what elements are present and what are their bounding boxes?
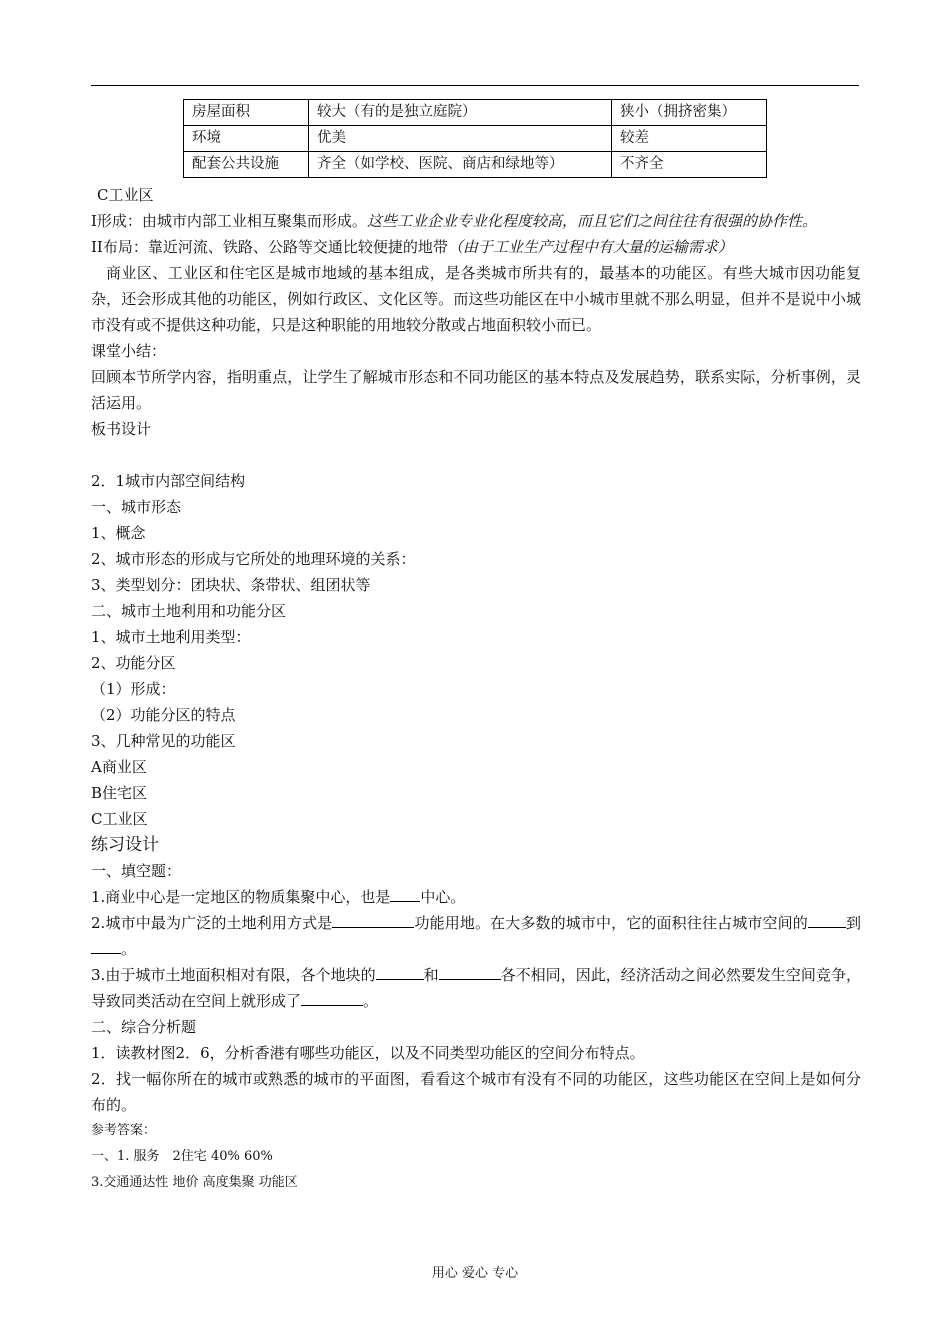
board-line: B住宅区	[91, 784, 148, 802]
question-text: 1.商业中心是一定地区的物质集聚中心，也是	[91, 888, 391, 906]
layout-italic: （由于工业生产过程中有大量的运输需求）	[447, 238, 733, 256]
board-line: 1、概念	[91, 524, 146, 542]
table-cell: 较大（有的是独立庭院）	[309, 100, 612, 126]
board-line: 2．1城市内部空间结构	[91, 472, 246, 490]
board-line: （1）形成：	[91, 680, 176, 698]
layout-paragraph	[91, 234, 861, 260]
answer-blank	[439, 963, 501, 980]
board-line: 1、城市土地利用类型：	[91, 628, 251, 646]
question-text: 到	[845, 914, 861, 932]
page-footer: 用心 爱心 专心	[431, 1266, 519, 1281]
formation-paragraph	[91, 208, 861, 234]
answer-blank	[332, 911, 414, 928]
analysis-question-1: 1．读教材图2．6，分析香港有哪些功能区，以及不同类型功能区的空间分布特点。	[91, 1044, 645, 1062]
question-text: 和	[423, 966, 439, 984]
question-text: 3.由于城市土地面积相对有限，各个地块的	[91, 966, 376, 984]
question-text: 2.城市中最为广泛的土地利用方式是	[91, 914, 333, 932]
formation-label: I形成：由城市内部工业相互聚集而形成。	[91, 212, 367, 230]
table-row	[184, 152, 767, 178]
answers-line: 一、1. 服务 2住宅 40% 60%	[91, 1149, 273, 1164]
board-line: 3、类型划分：团块状、条带状、组团状等	[91, 576, 371, 594]
exercise-heading: 练习设计	[91, 835, 159, 855]
analysis-question-2: 2．找一幅你所在的城市或熟悉的城市的平面图，看看这个城市有没有不同的功能区，这些功能区在空间上是如何分布的。	[91, 1070, 861, 1114]
table-cell: 环境	[184, 126, 309, 152]
board-line: C工业区	[91, 810, 148, 828]
board-heading: 板书设计	[91, 420, 152, 438]
function-zones-paragraph: 商业区、工业区和住宅区是城市地域的基本组成，是各类城市所共有的，最基本的功能区。有些大城市因功能复杂，还会形成其他的功能区，例如行政区、文化区等。而这些功能区在中小城市里就不那么明显，但并不是说中小城市没有或不提供这种功能，只是这种职能的用地较分散或占地面积较小而已。	[91, 264, 861, 334]
board-line: 2、城市形态的形成与它所处的地理环境的关系：	[91, 550, 416, 568]
table-cell: 配套公共设施	[184, 152, 309, 178]
answer-blank	[91, 937, 121, 954]
question-text: 功能用地。在大多数的城市中，它的面积往往占城市空间的	[414, 914, 808, 932]
table-cell: 优美	[309, 126, 612, 152]
board-line: 3、几种常见的功能区	[91, 732, 236, 750]
document-body	[91, 182, 861, 1196]
housing-comparison-table	[183, 99, 767, 178]
header-rule	[91, 85, 859, 86]
question-text: 。	[363, 992, 379, 1010]
board-line: 一、城市形态	[91, 498, 182, 516]
answer-blank	[808, 911, 846, 928]
question-text: 。	[121, 940, 137, 958]
question-text: 中心。	[420, 888, 466, 906]
summary-text: 回顾本节所学内容，指明重点，让学生了解城市形态和不同功能区的基本特点及发展趋势，联系实际，分析事例，灵活运用。	[91, 368, 861, 412]
table-cell: 房屋面积	[184, 100, 309, 126]
layout-label: II布局：靠近河流、铁路、公路等交通比较便捷的地带	[91, 238, 448, 256]
table-cell: 不齐全	[612, 152, 767, 178]
question-1	[91, 884, 861, 910]
table-cell: 较差	[612, 126, 767, 152]
section-title: C工业区	[97, 186, 154, 204]
answers-line: 3.交通通达性 地价 高度集聚 功能区	[91, 1175, 298, 1190]
board-line: （2）功能分区的特点	[91, 706, 236, 724]
question-2	[91, 910, 861, 962]
board-line: 2、功能分区	[91, 654, 176, 672]
analysis-heading: 二、综合分析题	[91, 1018, 197, 1036]
answers-heading: 参考答案：	[91, 1123, 157, 1138]
board-line: 二、城市土地利用和功能分区	[91, 602, 287, 620]
spacer	[91, 442, 861, 468]
summary-heading: 课堂小结：	[91, 342, 167, 360]
answer-blank	[390, 885, 420, 902]
answer-blank	[301, 989, 363, 1006]
board-line: A商业区	[91, 758, 147, 776]
fill-heading: 一、填空题：	[91, 862, 182, 880]
table-cell: 狭小（拥挤密集）	[612, 100, 767, 126]
question-text: 各不相同，因此，经济活动之间必然要发生空间竞争，导致同类活动在空间上就形成了	[91, 966, 861, 1010]
table-row	[184, 100, 767, 126]
formation-italic: 这些工业企业专业化程度较高，而且它们之间往往有很强的协作性。	[366, 212, 817, 230]
answer-blank	[376, 963, 424, 980]
question-3	[91, 962, 861, 1014]
table-row	[184, 126, 767, 152]
table-cell: 齐全（如学校、医院、商店和绿地等）	[309, 152, 612, 178]
